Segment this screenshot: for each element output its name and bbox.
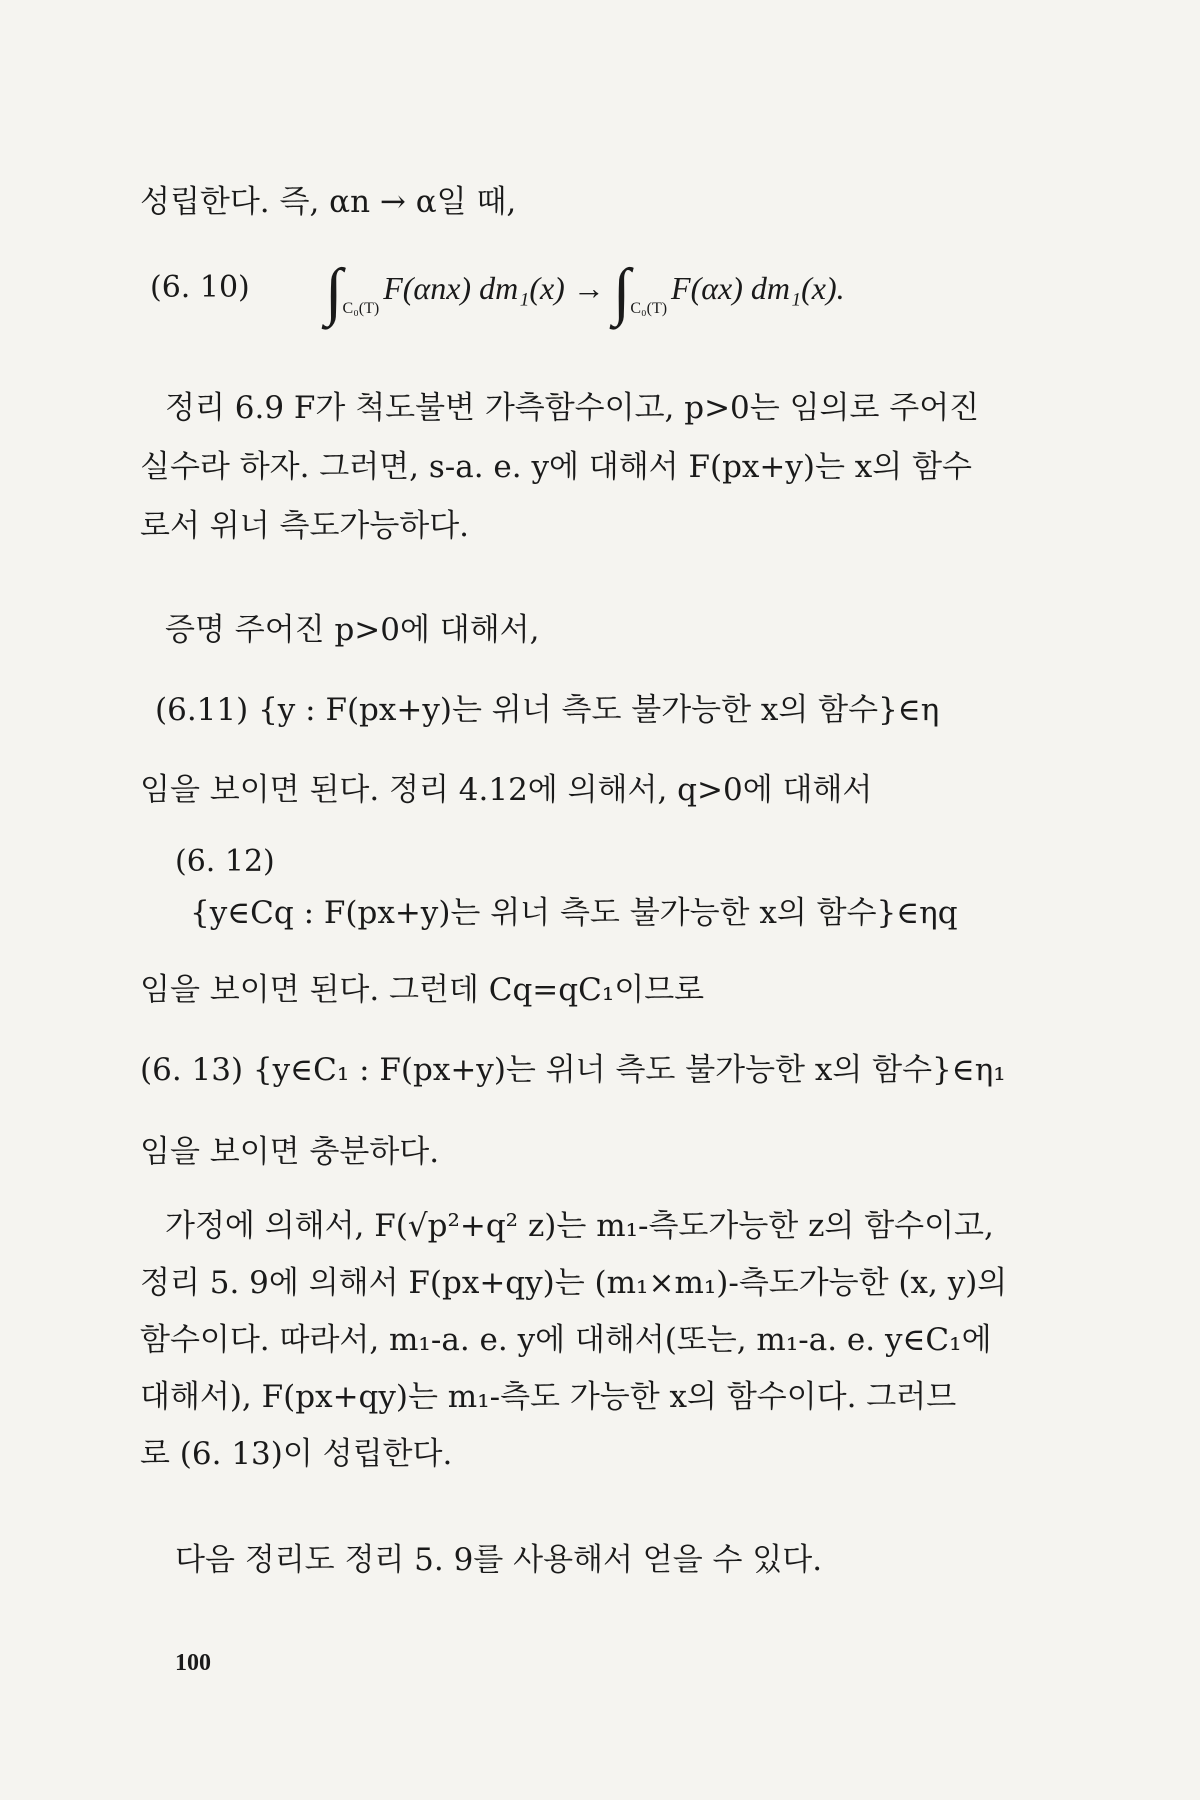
equation-6-13: (6. 13) {y∈C₁ : F(px+y)는 위너 측도 불가능한 x의 함수}∈η₁ bbox=[140, 1052, 1006, 1088]
equation-number-6-12: (6. 12) bbox=[175, 844, 275, 879]
integral-domain: C₀(T) bbox=[342, 300, 380, 317]
equation-6-12: {y∈Cq : F(px+y)는 위너 측도 불가능한 x의 함수}∈ηq bbox=[190, 895, 958, 931]
integral-domain: C₀(T) bbox=[630, 300, 668, 317]
text-line-after-6-12: 임을 보이면 된다. 그런데 Cq=qC₁이므로 bbox=[140, 972, 705, 1008]
equation-6-10-left: F(αnx) dm₁(x) → bbox=[383, 270, 605, 306]
equation-6-11: (6.11) {y : F(px+y)는 위너 측도 불가능한 x의 함수}∈η bbox=[155, 692, 940, 728]
paragraph-line-4: 대해서), F(px+qy)는 m₁-측도 가능한 x의 함수이다. 그러므 bbox=[140, 1379, 957, 1415]
paragraph-line-5: 로 (6. 13)이 성립한다. bbox=[140, 1436, 453, 1472]
text-line-after-6-13: 임을 보이면 충분하다. bbox=[140, 1134, 440, 1170]
page-number: 100 bbox=[175, 1650, 211, 1676]
final-line: 다음 정리도 정리 5. 9를 사용해서 얻을 수 있다. bbox=[175, 1542, 823, 1578]
proof-heading-line: 증명 주어진 p>0에 대해서, bbox=[165, 612, 540, 648]
text-line-after-6-11: 임을 보이면 된다. 정리 4.12에 의해서, q>0에 대해서 bbox=[140, 772, 873, 808]
theorem-line-3: 로서 위너 측도가능하다. bbox=[140, 508, 470, 544]
equation-number-6-10: (6. 10) bbox=[150, 270, 250, 305]
equation-6-10 bbox=[325, 255, 845, 329]
theorem-line-1: 정리 6.9 F가 척도불변 가측함수이고, p>0는 임의로 주어진 bbox=[165, 390, 980, 426]
integral-sign: ∫ bbox=[325, 255, 343, 327]
equation-6-10-right: F(αx) dm₁(x). bbox=[671, 270, 845, 306]
theorem-line-2: 실수라 하자. 그러면, s-a. e. y에 대해서 F(px+y)는 x의 함수 bbox=[140, 449, 972, 485]
paragraph-line-1: 가정에 의해서, F(√p²+q² z)는 m₁-측도가능한 z의 함수이고, bbox=[165, 1208, 994, 1244]
text-line-1: 성립한다. 즉, αn → α일 때, bbox=[140, 184, 517, 220]
paragraph-line-2: 정리 5. 9에 의해서 F(px+qy)는 (m₁×m₁)-측도가능한 (x, y)의 bbox=[140, 1265, 1008, 1301]
integral-sign: ∫ bbox=[612, 255, 631, 327]
paragraph-line-3: 함수이다. 따라서, m₁-a. e. y에 대해서(또는, m₁-a. e. y∈C₁에 bbox=[140, 1322, 992, 1358]
